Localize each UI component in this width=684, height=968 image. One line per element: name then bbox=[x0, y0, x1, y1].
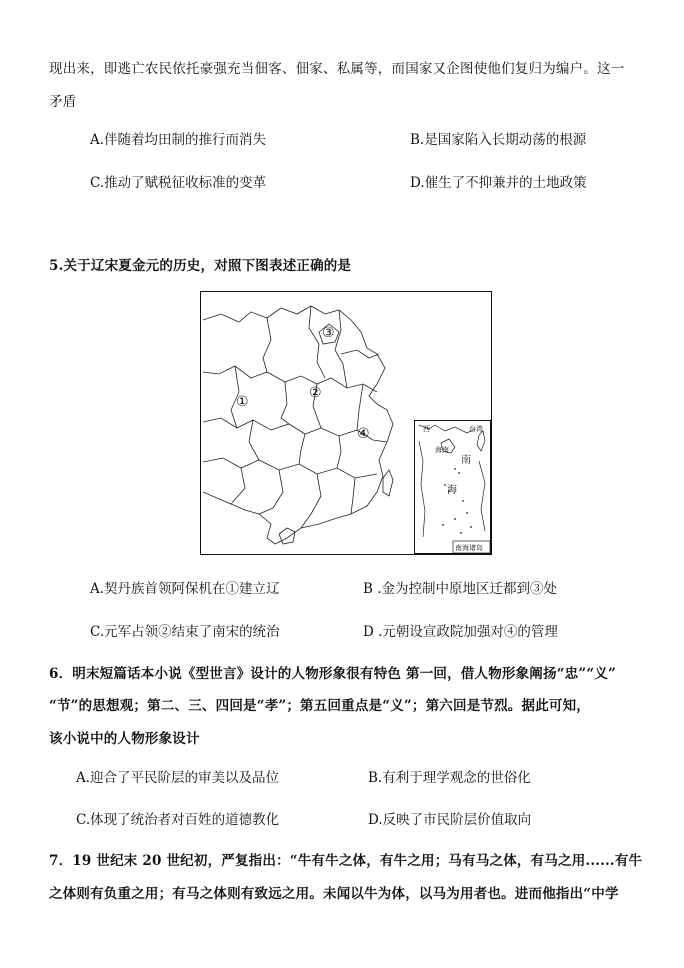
q4-option-a[interactable]: A.伴随着均田制的推行而消失 bbox=[90, 132, 267, 148]
south-china-sea-inset bbox=[414, 420, 491, 554]
q6-option-d[interactable]: D.反映了市民阶层价值取向 bbox=[368, 812, 532, 828]
q6-option-c[interactable]: C.体现了统治者对百姓的道德教化 bbox=[76, 812, 280, 828]
q5-stem: 5.关于辽宋夏金元的历史，对照下图表述正确的是 bbox=[49, 258, 352, 274]
map-marker-1: ① bbox=[236, 394, 249, 410]
song-liao-map bbox=[200, 291, 492, 555]
q4-stem-line-1: 现出来，即逃亡农民依托豪强充当佃客、佃家、私属等，而国家又企图使他们复归为编户。这一 bbox=[49, 61, 625, 77]
inset-label-south-sea-islands: 南海诸岛 bbox=[455, 544, 483, 552]
inset-label-xi: 西 bbox=[423, 425, 430, 433]
q4-option-d[interactable]: D.催生了不抑兼并的土地政策 bbox=[410, 175, 587, 191]
map-marker-3: ③ bbox=[322, 325, 335, 341]
q6-stem-line-2: “节”的思想观；第二、三、四回是“孝”；第五回重点是“义”；第六回是节烈。据此可知， bbox=[49, 698, 590, 714]
q4-stem-line-2: 矛盾 bbox=[49, 94, 77, 110]
q6-option-a[interactable]: A.迎合了平民阶层的审美以及品位 bbox=[76, 770, 280, 786]
inset-label-hai: 海 bbox=[447, 485, 457, 496]
inset-label-nan: 南 bbox=[461, 455, 471, 466]
q6-stem-line-1: 6．明末短篇话本小说《型世言》设计的人物形象很有特色 第一回，借人物形象阐扬“忠”“义” bbox=[49, 666, 616, 682]
q5-option-c[interactable]: C.元军占领②结束了南宋的统治 bbox=[90, 624, 280, 640]
q4-option-c[interactable]: C.推动了赋税征收标准的变革 bbox=[90, 175, 267, 191]
map-marker-2: ② bbox=[309, 385, 322, 401]
q5-option-d[interactable]: D .元朝设宣政院加强对④的管理 bbox=[363, 624, 558, 640]
inset-label-hainan: 海南 bbox=[435, 446, 449, 454]
inset-label-taiwan: 台湾 bbox=[469, 425, 483, 433]
q4-option-b[interactable]: B.是国家陷入长期动荡的根源 bbox=[410, 132, 587, 148]
map-marker-4: ④ bbox=[357, 426, 370, 442]
q6-stem-line-3: 该小说中的人物形象设计 bbox=[49, 731, 200, 747]
q5-option-b[interactable]: B .金为控制中原地区迁都到③处 bbox=[363, 581, 558, 597]
q6-option-b[interactable]: B.有利于理学观念的世俗化 bbox=[368, 770, 531, 786]
q7-stem-line-2: 之体则有负重之用；有马之体则有致远之用。未闻以牛为体，以马为用者也。进而他指出“中学 bbox=[49, 886, 619, 902]
q5-option-a[interactable]: A.契丹族首领阿保机在①建立辽 bbox=[90, 581, 280, 597]
q7-stem-line-1: 7．19 世纪末 20 世纪初，严复指出：“牛有牛之体，有牛之用；马有马之体，有马之用......有牛 bbox=[49, 853, 643, 869]
